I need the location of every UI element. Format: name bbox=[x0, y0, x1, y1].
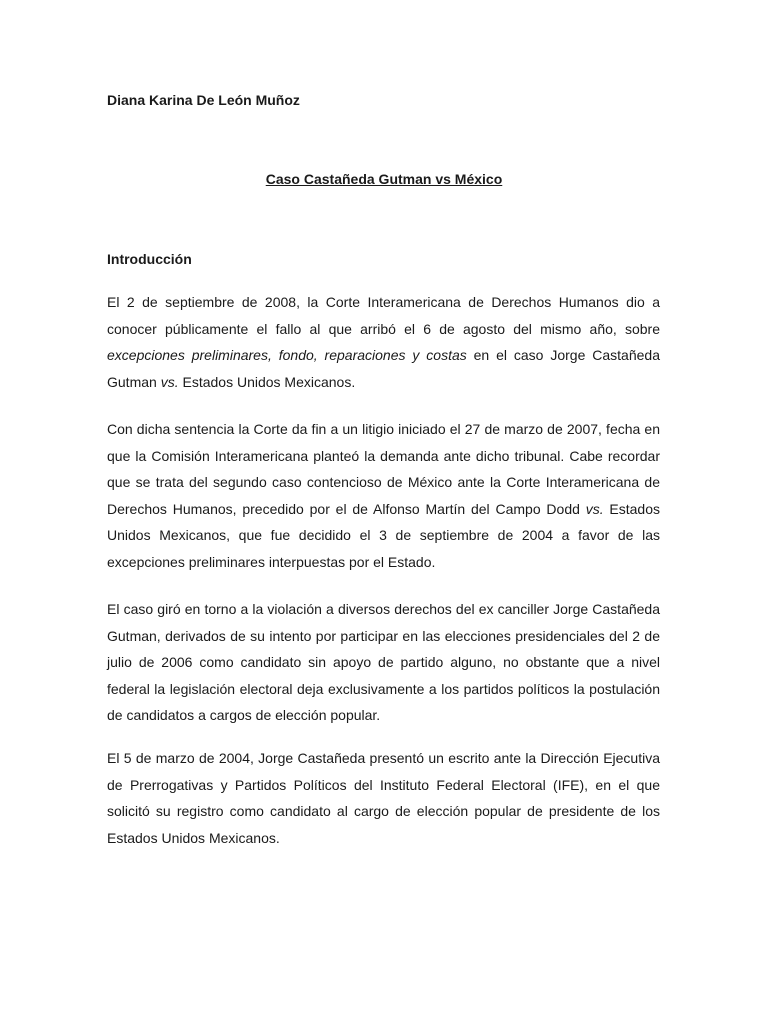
paragraph-1-text-a: El 2 de septiembre de 2008, la Corte Interamericana de Derechos Humanos dio a conocer públicamente el fallo al que arribó el 6 de agosto del mismo año, sobre bbox=[107, 294, 660, 337]
paragraph-2-text-a: Con dicha sentencia la Corte da fin a un litigio iniciado el 27 de marzo de 2007, fecha en que la Comisión Interamericana planteó la demanda ante dicho tribunal. Cabe recordar que se trata del segundo caso contencioso de México ante la Corte Interamericana de Derechos Humanos, precedido por el de Alfonso Martín del Campo Dodd bbox=[107, 421, 660, 517]
paragraph-1 bbox=[107, 289, 660, 395]
section-heading: Introducción bbox=[107, 251, 192, 267]
paragraph-3: El caso giró en torno a la violación a diversos derechos del ex canciller Jorge Castañeda Gutman, derivados de su intento por participar en las elecciones presidenciales del 2 de julio de 2006 como candidato sin apoyo de partido alguno, no obstante que a nivel federal la legislación electoral deja exclusivamente a los partidos políticos la postulación de candidatos a cargos de elección popular. bbox=[107, 601, 660, 723]
paragraph-1-italic-b: vs. bbox=[160, 373, 179, 390]
document-title: Caso Castañeda Gutman vs México bbox=[265, 171, 503, 187]
paragraph-2-text-b: Estados Unidos Mexicanos, que fue decidido el 3 de septiembre de 2004 a favor de las excepciones preliminares interpuestas por el Estado. bbox=[107, 500, 660, 570]
paragraph-2 bbox=[107, 416, 660, 575]
paragraph-1-text-b: en el caso Jorge Castañeda Gutman bbox=[107, 347, 660, 390]
paragraph-1-italic-a: excepciones preliminares, fondo, reparaciones y costas bbox=[107, 347, 467, 363]
paragraph-4: El 5 de marzo de 2004, Jorge Castañeda presentó un escrito ante la Dirección Ejecutiva de Prerrogativas y Partidos Políticos del Instituto Federal Electoral (IFE), en el que solicitó su registro como candidato al cargo de elección popular de presidente de los Estados Unidos Mexicanos. bbox=[107, 750, 660, 846]
author-name: Diana Karina De León Muñoz bbox=[107, 92, 300, 108]
paragraph-2-italic-a: vs. bbox=[585, 500, 604, 517]
paragraph-1-text-c: Estados Unidos Mexicanos. bbox=[178, 373, 356, 390]
